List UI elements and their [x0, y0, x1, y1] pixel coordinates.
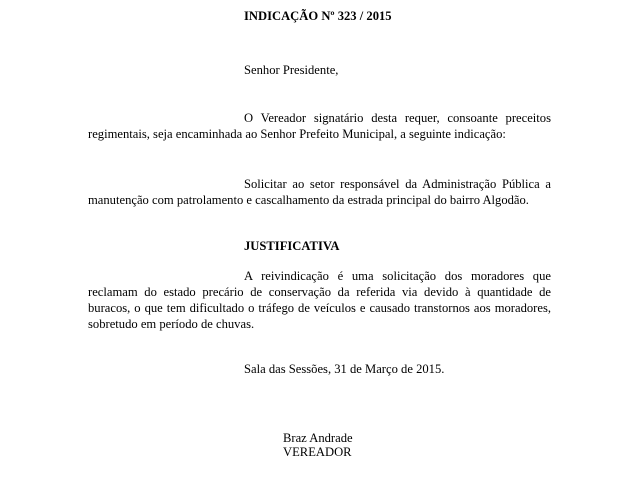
justification-paragraph: A reivindicação é uma solicitação dos moradores que reclamam do estado precário de conservação da referida via devido à quantidade de buracos, o que tem dificultado o tráfego de veículos e causado transtornos aos moradores, sobretudo em período de chuvas.	[88, 269, 551, 331]
signer-name: Braz Andrade	[283, 431, 353, 445]
justification-heading: JUSTIFICATIVA	[244, 239, 340, 253]
salutation: Senhor Presidente,	[244, 63, 339, 77]
intro-paragraph: O Vereador signatário desta requer, consoante preceitos regimentais, seja encaminhada ao Senhor Prefeito Municipal, a seguinte indicação:	[88, 111, 551, 141]
place-date: Sala das Sessões, 31 de Março de 2015.	[244, 362, 445, 376]
document-title: INDICAÇÃO Nº 323 / 2015	[244, 9, 392, 23]
request-paragraph: Solicitar ao setor responsável da Administração Pública a manutenção com patrolamento e cascalhamento da estrada principal do bairro Algodão.	[88, 177, 551, 207]
signer-role: VEREADOR	[283, 445, 352, 459]
